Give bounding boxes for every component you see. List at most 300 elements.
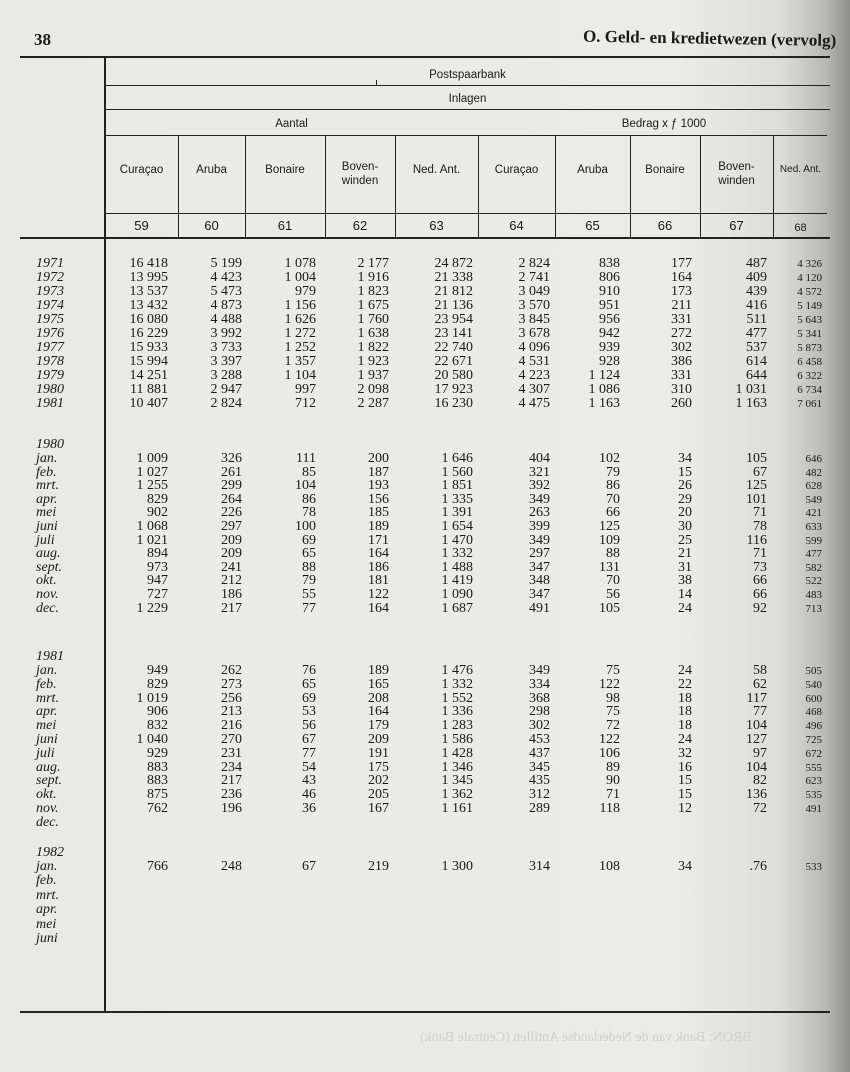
table-cell: 167 — [368, 801, 389, 816]
table-cell: 3 288 — [210, 368, 242, 383]
table-row — [0, 383, 850, 397]
table-cell: 1 040 — [136, 732, 168, 747]
table-row — [0, 285, 850, 299]
table-cell: 1 687 — [441, 600, 473, 616]
table-cell: 32 — [678, 745, 692, 761]
table-cell: 1 346 — [441, 759, 473, 775]
row-label: feb. — [36, 873, 57, 889]
table-cell: 273 — [221, 676, 242, 692]
table-cell: 100 — [295, 519, 316, 534]
table-row — [0, 327, 850, 341]
table-cell: 477 — [805, 548, 822, 561]
table-cell: 1 626 — [284, 312, 316, 327]
table-cell: 6 322 — [797, 370, 822, 382]
table-cell: 231 — [221, 745, 242, 761]
column-header: Aruba — [577, 164, 608, 176]
table-cell: 73 — [753, 559, 767, 575]
table-cell: 75 — [606, 663, 620, 678]
table-cell: 1 760 — [357, 312, 389, 327]
row-label: 1975 — [36, 312, 64, 327]
table-cell: 67 — [753, 464, 767, 480]
table-row — [0, 341, 850, 355]
column-header: Boven- winden — [341, 161, 379, 187]
column-number: 64 — [509, 218, 524, 233]
table-cell: 66 — [753, 587, 767, 602]
table-cell: 348 — [529, 573, 550, 589]
table-row — [0, 874, 850, 888]
table-row — [0, 816, 850, 830]
table-cell: 416 — [746, 298, 767, 313]
table-cell: .76 — [749, 859, 767, 874]
table-cell: 727 — [147, 587, 168, 602]
table-row — [0, 547, 850, 561]
table-cell: 118 — [599, 801, 620, 816]
table-cell: 540 — [805, 678, 822, 691]
table-cell: 487 — [746, 256, 767, 271]
table-cell: 5 149 — [797, 300, 822, 312]
table-cell: 71 — [606, 787, 620, 803]
row-label: 1980 — [36, 382, 64, 397]
table-row — [0, 692, 850, 706]
table-cell: 299 — [221, 478, 242, 494]
table-cell: 633 — [805, 521, 822, 533]
header-bedrag: Bedrag x ƒ 1000 — [621, 118, 707, 130]
table-cell: 600 — [805, 692, 822, 705]
table-cell: 646 — [805, 453, 822, 465]
table-cell: 1 335 — [441, 491, 473, 507]
table-cell: 264 — [221, 491, 242, 507]
table-cell: 4 873 — [210, 298, 242, 313]
table-cell: 1 104 — [284, 368, 316, 383]
table-cell: 2 741 — [518, 270, 550, 285]
table-cell: 15 — [678, 787, 692, 803]
table-cell: 956 — [599, 312, 620, 327]
table-cell: 1 638 — [357, 326, 389, 341]
row-label: 1982 — [36, 845, 64, 860]
table-cell: 409 — [746, 270, 767, 285]
table-cell: 97 — [753, 745, 767, 761]
table-cell: 106 — [599, 745, 620, 761]
table-cell: 298 — [529, 704, 550, 720]
table-cell: 24 — [678, 732, 692, 747]
table-cell: 69 — [302, 690, 316, 706]
table-cell: 116 — [746, 532, 767, 548]
row-label: jan. — [36, 663, 58, 678]
table-cell: 2 287 — [357, 396, 389, 411]
table-cell: 36 — [302, 801, 316, 816]
table-cell: 15 — [678, 773, 692, 789]
table-cell: 88 — [302, 559, 316, 575]
table-cell: 53 — [302, 704, 316, 720]
table-cell: 86 — [606, 478, 620, 494]
table-cell: 193 — [368, 478, 389, 494]
table-cell: 437 — [529, 745, 550, 761]
table-row — [0, 369, 850, 383]
table-cell: 22 — [678, 676, 692, 692]
table-cell: 102 — [599, 451, 620, 466]
table-cell: 910 — [599, 284, 620, 299]
table-cell: 98 — [606, 690, 620, 706]
table-row — [0, 466, 850, 480]
table-cell: 14 — [678, 587, 692, 602]
table-cell: 997 — [295, 382, 316, 397]
table-cell: 883 — [147, 773, 168, 789]
table-cell: 1 345 — [441, 773, 473, 789]
table-cell: 175 — [368, 759, 389, 775]
table-cell: 712 — [295, 396, 316, 411]
table-cell: 511 — [746, 312, 767, 327]
table-cell: 555 — [805, 761, 822, 774]
table-cell: 56 — [606, 587, 620, 602]
table-cell: 3 733 — [210, 340, 242, 355]
table-cell: 349 — [529, 491, 550, 507]
table-cell: 1 004 — [284, 270, 316, 285]
row-label: mrt. — [36, 887, 59, 903]
table-cell: 549 — [805, 493, 822, 506]
table-cell: 623 — [805, 775, 822, 788]
table-row — [0, 313, 850, 327]
table-cell: 79 — [606, 464, 620, 480]
table-cell: 226 — [221, 505, 242, 521]
column-number: 68 — [794, 222, 807, 234]
row-label: sept. — [36, 559, 63, 575]
table-cell: 105 — [599, 600, 620, 616]
row-label: mrt. — [36, 478, 59, 494]
rule — [105, 135, 827, 136]
table-row — [0, 299, 850, 313]
table-cell: 289 — [529, 801, 550, 816]
table-cell: 3 845 — [518, 312, 550, 327]
rule — [105, 213, 827, 214]
table-cell: 31 — [678, 559, 692, 575]
table-row — [0, 479, 850, 493]
table-cell: 16 230 — [434, 396, 473, 411]
table-cell: 263 — [529, 505, 550, 521]
header-inlagen: Inlagen — [448, 93, 487, 105]
table-cell: 1 332 — [441, 546, 473, 562]
table-cell: 3 992 — [210, 326, 242, 341]
table-cell: 312 — [529, 787, 550, 803]
table-cell: 43 — [302, 773, 316, 789]
row-label: juni — [36, 931, 58, 946]
table-cell: 334 — [529, 676, 550, 692]
table-cell: 13 537 — [129, 284, 168, 299]
table-cell: 14 251 — [129, 368, 168, 383]
table-cell: 347 — [529, 587, 550, 602]
table-cell: 505 — [805, 665, 822, 677]
table-cell: 65 — [302, 676, 316, 692]
row-label: okt. — [36, 787, 57, 803]
table-cell: 1 654 — [441, 519, 473, 534]
table-cell: 101 — [746, 491, 767, 507]
table-cell: 72 — [753, 801, 767, 816]
column-number: 61 — [277, 218, 293, 233]
table-cell: 947 — [147, 573, 168, 589]
table-cell: 1 255 — [136, 478, 168, 494]
table-row — [0, 846, 850, 860]
table-cell: 72 — [606, 718, 620, 734]
table-cell: 89 — [606, 759, 620, 775]
table-cell: 20 580 — [434, 368, 473, 383]
table-cell: 181 — [368, 573, 389, 589]
column-number: 63 — [429, 218, 444, 233]
table-cell: 164 — [368, 600, 389, 616]
column-header: Bonaire — [645, 164, 685, 176]
table-cell: 4 307 — [518, 382, 550, 397]
row-label: jan. — [36, 451, 58, 466]
table-cell: 25 — [678, 532, 692, 548]
header-aantal: Aantal — [275, 118, 308, 130]
table-cell: 1 586 — [441, 732, 473, 747]
table-cell: 1 428 — [441, 745, 473, 761]
header-postspaarbank: Postspaarbank — [429, 69, 506, 81]
table-cell: 24 — [678, 663, 692, 678]
table-cell: 164 — [368, 704, 389, 720]
column-number: 62 — [352, 218, 368, 233]
table-cell: 368 — [529, 690, 550, 706]
table-cell: 1 161 — [441, 801, 473, 816]
row-label: juni — [36, 732, 58, 747]
column-number: 59 — [134, 218, 149, 233]
table-cell: 1 391 — [441, 505, 473, 521]
rule — [105, 109, 830, 110]
table-cell: 111 — [296, 451, 316, 466]
table-cell: 347 — [529, 559, 550, 575]
table-cell: 310 — [671, 382, 692, 397]
table-cell: 262 — [221, 663, 242, 678]
table-cell: 17 923 — [434, 382, 473, 397]
table-cell: 672 — [805, 747, 822, 760]
table-cell: 838 — [599, 256, 620, 271]
table-cell: 1 336 — [441, 704, 473, 720]
table-cell: 477 — [746, 326, 767, 341]
row-label: 1980 — [36, 437, 64, 452]
table-cell: 1 362 — [441, 787, 473, 803]
row-label: 1979 — [36, 368, 64, 383]
table-cell: 6 458 — [797, 356, 822, 368]
table-row — [0, 452, 850, 466]
table-cell: 82 — [753, 773, 767, 789]
table-cell: 2 177 — [357, 256, 389, 271]
table-cell: 1 086 — [588, 382, 620, 397]
table-cell: 973 — [147, 559, 168, 575]
row-label: aug. — [36, 546, 61, 562]
table-cell: 297 — [221, 519, 242, 534]
table-cell: 349 — [529, 532, 550, 548]
table-cell: 21 812 — [434, 284, 473, 299]
table-cell: 766 — [147, 859, 168, 874]
row-label: 1971 — [36, 256, 64, 271]
table-cell: 11 881 — [130, 382, 168, 397]
table-row — [0, 520, 850, 534]
table-cell: 1 078 — [284, 256, 316, 271]
table-cell: 236 — [221, 787, 242, 803]
table-cell: 829 — [147, 491, 168, 507]
column-header: Curaçao — [494, 164, 539, 176]
table-cell: 302 — [529, 718, 550, 734]
table-cell: 86 — [302, 491, 316, 507]
table-cell: 261 — [221, 464, 242, 480]
table-cell: 942 — [599, 326, 620, 341]
table-cell: 109 — [599, 532, 620, 548]
row-label: apr. — [36, 902, 58, 918]
table-cell: 16 080 — [129, 312, 168, 327]
table-cell: 38 — [678, 573, 692, 589]
table-cell: 164 — [368, 546, 389, 562]
chapter-title: O. Geld- en kredietwezen (vervolg) — [582, 26, 837, 50]
table-cell: 522 — [805, 575, 822, 588]
table-cell: 535 — [805, 789, 822, 802]
column-number: 65 — [585, 218, 600, 233]
table-cell: 326 — [221, 451, 242, 466]
table-cell: 3 397 — [210, 354, 242, 369]
table-cell: 62 — [753, 676, 767, 692]
table-cell: 209 — [368, 732, 389, 747]
table-cell: 906 — [147, 704, 168, 720]
table-cell: 164 — [671, 270, 692, 285]
table-cell: 713 — [805, 602, 822, 615]
table-row — [0, 747, 850, 761]
table-cell: 894 — [147, 546, 168, 562]
row-label: mei — [36, 718, 57, 734]
table-cell: 70 — [606, 573, 620, 589]
column-number: 66 — [657, 218, 673, 233]
table-cell: 260 — [671, 396, 692, 411]
table-cell: 1 476 — [441, 663, 473, 678]
table-cell: 212 — [221, 573, 242, 589]
table-cell: 331 — [671, 368, 692, 383]
table-cell: 496 — [805, 720, 822, 733]
table-cell: 18 — [678, 704, 692, 720]
table-cell: 216 — [221, 718, 242, 734]
table-cell: 70 — [606, 491, 620, 507]
table-cell: 200 — [368, 451, 389, 466]
table-cell: 875 — [147, 787, 168, 803]
table-cell: 491 — [529, 600, 550, 616]
table-cell: 302 — [671, 340, 692, 355]
table-cell: 1 488 — [441, 559, 473, 575]
table-cell: 127 — [746, 732, 767, 747]
row-label: 1972 — [36, 270, 64, 285]
table-cell: 1 646 — [441, 451, 473, 466]
table-cell: 4 326 — [797, 258, 822, 270]
table-cell: 77 — [753, 704, 767, 720]
table-cell: 979 — [295, 284, 316, 299]
table-cell: 125 — [746, 478, 767, 494]
column-header: Boven- winden — [718, 161, 755, 187]
table-cell: 105 — [746, 451, 767, 466]
table-cell: 4 475 — [518, 396, 550, 411]
table-cell: 1 019 — [136, 690, 168, 706]
table-cell: 54 — [302, 759, 316, 775]
table-row — [0, 257, 850, 271]
table-row — [0, 493, 850, 507]
row-label: juli — [36, 745, 55, 761]
table-cell: 453 — [529, 732, 550, 747]
table-cell: 1 552 — [441, 690, 473, 706]
table-cell: 104 — [746, 759, 767, 775]
table-cell: 186 — [221, 587, 242, 602]
table-cell: 644 — [746, 368, 767, 383]
table-cell: 468 — [805, 706, 822, 719]
table-cell: 902 — [147, 505, 168, 521]
table-cell: 122 — [599, 676, 620, 692]
row-label: okt. — [36, 573, 57, 589]
table-cell: 189 — [368, 663, 389, 678]
table-cell: 56 — [302, 718, 316, 734]
table-cell: 321 — [529, 464, 550, 480]
table-cell: 69 — [302, 532, 316, 548]
row-label: 1981 — [36, 649, 64, 664]
table-row — [0, 705, 850, 719]
column-header: Curaçao — [119, 164, 164, 176]
table-row — [0, 802, 850, 816]
table-row — [0, 574, 850, 588]
table-cell: 5 341 — [797, 328, 822, 340]
table-row — [0, 788, 850, 802]
table-cell: 46 — [302, 787, 316, 803]
table-cell: 806 — [599, 270, 620, 285]
table-cell: 71 — [753, 546, 767, 562]
table-cell: 951 — [599, 298, 620, 313]
table-cell: 18 — [678, 690, 692, 706]
table-cell: 131 — [599, 559, 620, 575]
table-cell: 1 283 — [441, 718, 473, 734]
row-label: feb. — [36, 464, 57, 480]
table-cell: 2 098 — [357, 382, 389, 397]
row-label: mei — [36, 505, 57, 521]
table-cell: 599 — [805, 534, 822, 547]
table-cell: 15 933 — [129, 340, 168, 355]
table-row — [0, 774, 850, 788]
table-cell: 1 823 — [357, 284, 389, 299]
column-header: Ned. Ant. — [412, 164, 461, 176]
table-cell: 122 — [599, 732, 620, 747]
table-cell: 883 — [147, 759, 168, 775]
row-label: 1981 — [36, 396, 64, 411]
table-cell: 929 — [147, 745, 168, 761]
table-row — [0, 678, 850, 692]
table-cell: 1 163 — [735, 396, 767, 411]
table-cell: 248 — [221, 859, 242, 874]
row-label: 1977 — [36, 340, 64, 355]
table-cell: 2 824 — [518, 256, 550, 271]
table-row — [0, 602, 850, 616]
table-cell: 179 — [368, 718, 389, 734]
table-cell: 928 — [599, 354, 620, 369]
table-cell: 90 — [606, 773, 620, 789]
row-label: juni — [36, 519, 58, 534]
table-cell: 1 357 — [284, 354, 316, 369]
table-row — [0, 918, 850, 932]
table-row — [0, 761, 850, 775]
table-cell: 421 — [805, 507, 822, 520]
top-rule — [20, 56, 830, 58]
table-cell: 234 — [221, 759, 242, 775]
table-cell: 165 — [368, 676, 389, 692]
table-cell: 4 120 — [797, 272, 822, 284]
table-row — [0, 932, 850, 946]
table-cell: 217 — [221, 773, 242, 789]
row-label: sept. — [36, 773, 63, 789]
table-cell: 829 — [147, 676, 168, 692]
column-header: Bonaire — [265, 164, 305, 176]
row-label: jan. — [36, 859, 58, 874]
table-cell: 3 678 — [518, 326, 550, 341]
table-cell: 533 — [805, 861, 822, 873]
table-cell: 213 — [221, 704, 242, 720]
row-label: mei — [36, 916, 57, 932]
